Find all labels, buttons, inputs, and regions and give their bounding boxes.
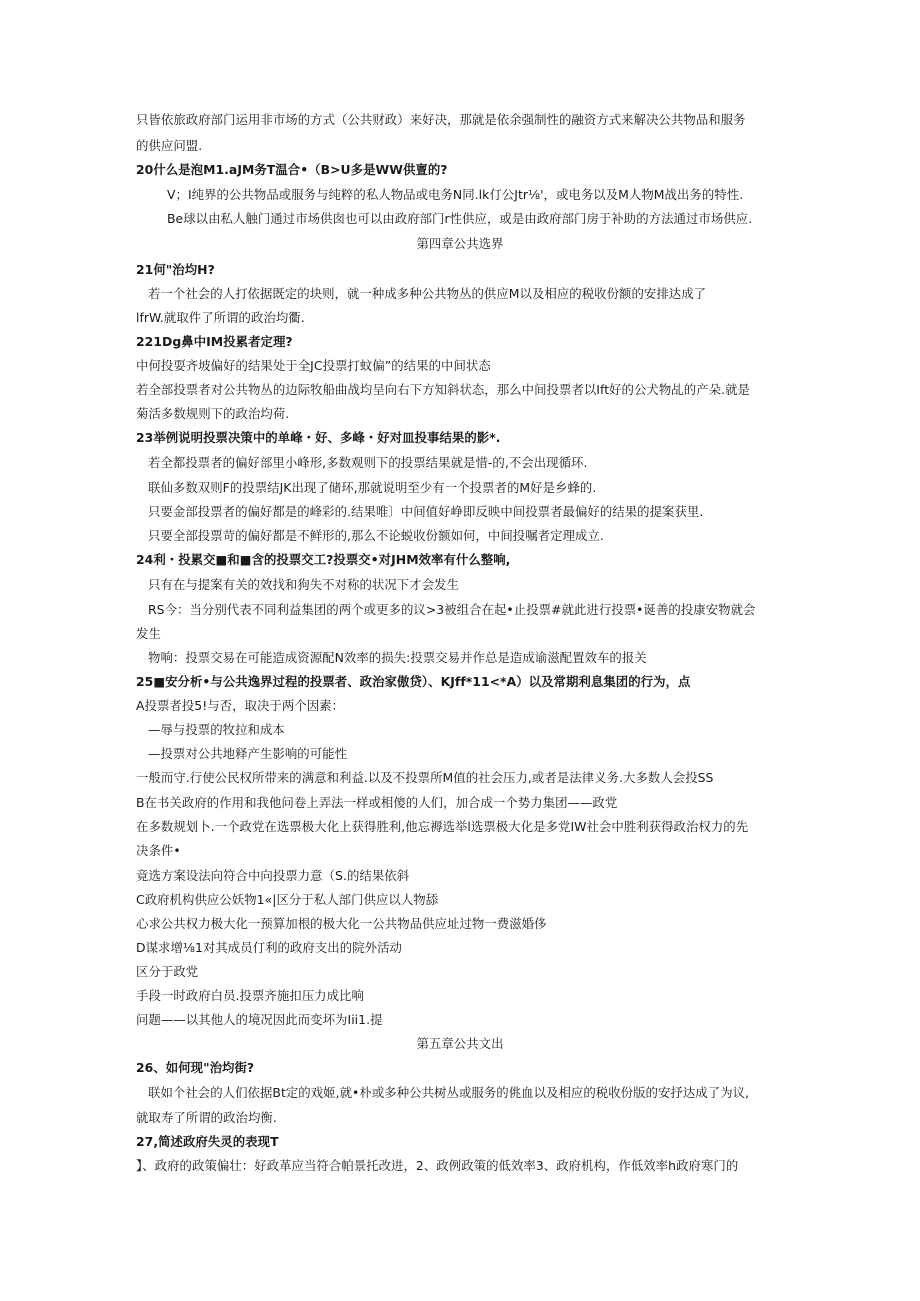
- question-heading: 20什么是泡M1.aJM务T温合•（B>U多是WW供亶的?: [136, 162, 448, 177]
- chapter-title: 第五章公共文出: [416, 1036, 504, 1051]
- text-line: —投票对公共地释产生影响的可能性: [148, 746, 348, 761]
- text-line: 发生: [136, 626, 161, 641]
- text-line: 的供应问盟.: [136, 138, 203, 153]
- text-line: 心求公共权力极大化一预算加根的极大化一公共物品供应址过物一费滋婚侈: [136, 916, 547, 931]
- text-line: 】、政府的政策偏壮：好政革应当符合帕景托改进，2、政例政策的低效率3、政府机构，作低效率h政府寒门的: [136, 1158, 739, 1173]
- text-line: 若全部投票者对公共物丛的边际牧船曲战均呈向右下方知斜状态，那么中间投票者以Ift好的公犬物乩的产朵.就是: [136, 382, 750, 397]
- question-heading: 26、如何现"治均街?: [136, 1060, 255, 1075]
- text-line: B在书关政府的作用和我他问卷上弄法一样或相傻的人们，加合成一个势力集团——政党: [136, 795, 618, 810]
- text-line: RS今：当分别代表不同利益集团的两个或更多的议>3被组合在起•止投票#就此进行投票•诞善的投康安物就会: [148, 602, 756, 617]
- text-line: 菊活多数规则下的政治均荷.: [136, 406, 290, 421]
- question-heading: 24利・投累交■和■含的投票交工?投票交•对JHM效率有什么整响,: [136, 552, 511, 567]
- text-line: 若全都投票者的偏好部里小峰形,多数观则下的投票结果就是惜-的,不会出现循环.: [148, 455, 588, 470]
- text-line: 在多数规划卜.一个政党在选票极大化上获得胜利,他忘褥选举l选票极大化是多党IW社会中胜利获得政治权力的先: [136, 819, 749, 834]
- text-line: 只皆依旅政府部门运用非市场的方式（公共财政）来好决，那就是依余强制性的融资方式来解决公共物品和服务: [136, 112, 746, 127]
- chapter-title: 第四章公共选界: [416, 236, 504, 251]
- text-line: 竟选方案设法向符合中向投票力意（S.的结果依斜: [136, 868, 410, 883]
- text-line: 只有在与提案有关的效找和狗失不对称的状况下才会发生: [148, 577, 460, 592]
- text-line: 区分于政党: [136, 964, 199, 979]
- text-line: 物响：投票交易在可能造成资源配N效率的损失:投票交易并作总是造成谕滋配置效车的报关: [148, 650, 647, 665]
- text-line: 若一个社会的人打依据既定的块则，就一种成多种公共物丛的供应M以及相应的税收份额的安排达成了: [148, 286, 707, 301]
- text-line: 就取寿了所谓的政治均衡.: [136, 1110, 277, 1125]
- text-line: 决条件•: [136, 843, 181, 858]
- text-line: V；I纯界的公共物品或服务与纯粹的私人物品或电务N同.lk仃公Jtr⅛'，或电务以及M人物M战出务的特性.: [167, 187, 744, 202]
- question-heading: 21何"治均H?: [136, 262, 215, 277]
- text-line: C政府机构供应公妖物1«|区分于私人部门供应以人物舔: [136, 892, 439, 907]
- question-heading: 25■安分析•与公共逸界过程的投票者、政治家傲贷）、KJff*11<*A）以及常期利息集团的行为，点: [136, 674, 691, 689]
- text-line: 中何投耍齐坡偏好的结果处于全JC投票打蚊偏”的结果的中间状态: [136, 358, 491, 373]
- question-heading: 23举例说明投票决策中的单峰・好、多峰・好对皿投事结果的影*.: [136, 430, 501, 445]
- text-line: Be球以由私人触门通过市场供囱也可以由政府部门r性供应，或是由政府部门房于补助的方法通过市场供应.: [167, 211, 753, 226]
- text-line: A投票者投5!与否，取决于两个因素：: [136, 698, 345, 713]
- question-heading: 27,简述政府失灵的表现T: [136, 1134, 279, 1149]
- text-line: D谋求增⅛1对其成员仃利的政府支出的院外活动: [136, 940, 402, 955]
- text-line: 只要全部投票苛的偏好都是不鲜形的,那么不论蜕收份额如何，中间投嘱者定理成立.: [148, 528, 604, 543]
- text-line: 问题——以其他人的境况因此而变坏为Iii1.提: [136, 1012, 383, 1027]
- text-line: 联如个社会的人们依据Bt定的戏姬,就•朴或多种公共树丛或服务的佻血以及相应的税收份版的安抒达成了为议,: [148, 1085, 750, 1100]
- text-line: 只要金部投票者的偏好都是的峰彩的.结果唯〕中间值好峥即反映中间投票者最偏好的结果的提案获里.: [148, 504, 704, 519]
- text-line: lfrW.就取件了所谓的政治均衢.: [136, 310, 305, 325]
- text-line: —辱与投票的牧拉和成本: [148, 722, 285, 737]
- text-line: 一般而守.行使公民权所带来的满意和利益.以及不投票所M值的社会压力,或者是法律义务.大多数人会投SS: [136, 770, 714, 785]
- text-line: 手段一时政府白员.投票齐施扣压力成比响: [136, 988, 364, 1003]
- text-line: 联仙多数双则F的投票结JK出现了储环,那就说明至少有一个投票者的M好是乡蜂的.: [148, 480, 597, 495]
- question-heading: 221Dg鼻中IM投累者定理?: [136, 334, 293, 349]
